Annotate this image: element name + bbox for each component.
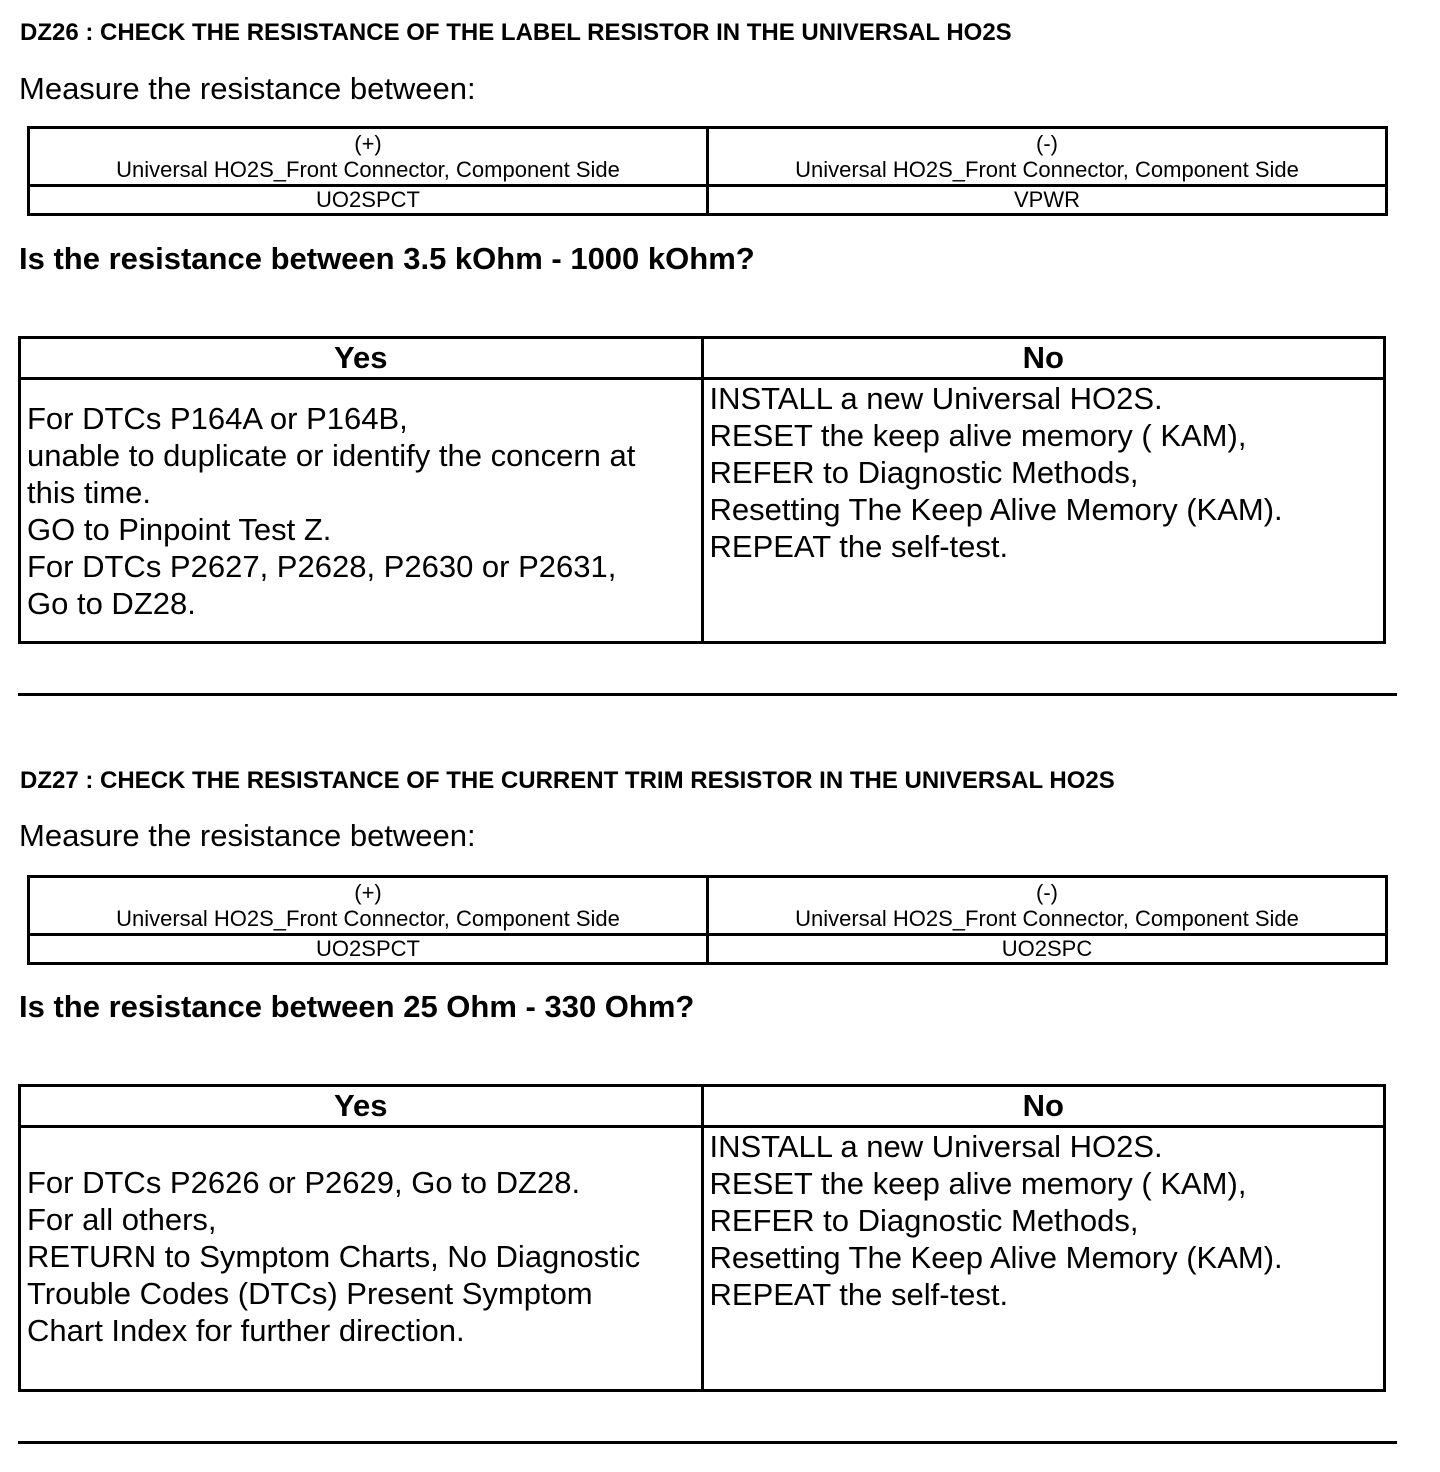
minus-probe-header: [708, 877, 1387, 935]
minus-pin: UO2SPC: [708, 935, 1387, 964]
no-line: REPEAT the self-test.: [709, 1277, 1009, 1312]
yes-action: [20, 1127, 703, 1391]
plus-sign: (+): [354, 879, 382, 905]
pin-table-dz26: [27, 126, 1388, 216]
minus-connector: Universal HO2S_Front Connector, Component Side: [795, 156, 1299, 182]
yes-line: For all others,: [27, 1202, 217, 1237]
minus-connector: Universal HO2S_Front Connector, Component Side: [795, 905, 1299, 931]
no-line: INSTALL a new Universal HO2S.: [709, 381, 1163, 416]
question-dz27: Is the resistance between 25 Ohm - 330 Ohm?: [19, 989, 695, 1024]
yes-line: RETURN to Symptom Charts, No Diagnostic: [27, 1239, 641, 1274]
yes-line: Trouble Codes (DTCs) Present Symptom: [27, 1276, 593, 1311]
measure-instruction-dz27: Measure the resistance between:: [19, 818, 476, 853]
yes-header: Yes: [20, 1086, 703, 1127]
no-header: No: [702, 338, 1385, 379]
yes-line: Go to DZ28.: [27, 585, 196, 621]
minus-sign: (-): [1036, 130, 1058, 156]
step-title-dz27: DZ27 : CHECK THE RESISTANCE OF THE CURRENT TRIM RESISTOR IN THE UNIVERSAL HO2S: [20, 767, 1115, 794]
no-action: [702, 1127, 1385, 1391]
measure-instruction-dz26: Measure the resistance between:: [19, 71, 476, 106]
minus-probe-header: [708, 128, 1387, 186]
plus-connector: Universal HO2S_Front Connector, Component Side: [116, 156, 620, 182]
no-line: RESET the keep alive memory ( KAM),: [709, 418, 1247, 453]
yes-header: Yes: [20, 338, 703, 379]
yes-line: For DTCs P164A or P164B,: [27, 400, 408, 436]
yes-no-table-dz27: [18, 1084, 1386, 1392]
plus-probe-header: [29, 128, 708, 186]
no-line: REFER to Diagnostic Methods,: [709, 455, 1139, 490]
yes-line: unable to duplicate or identify the concern at: [27, 437, 636, 473]
yes-no-table-dz26: [18, 336, 1386, 644]
no-line: Resetting The Keep Alive Memory (KAM).: [709, 1240, 1283, 1275]
yes-line: For DTCs P2626 or P2629, Go to DZ28.: [27, 1165, 581, 1200]
section-divider: [18, 693, 1397, 696]
no-line: INSTALL a new Universal HO2S.: [709, 1129, 1163, 1164]
no-line: REPEAT the self-test.: [709, 529, 1009, 564]
no-line: Resetting The Keep Alive Memory (KAM).: [709, 492, 1283, 527]
no-header: No: [702, 1086, 1385, 1127]
no-line: REFER to Diagnostic Methods,: [709, 1203, 1139, 1238]
plus-pin: UO2SPCT: [29, 186, 708, 215]
yes-action: [20, 379, 703, 643]
plus-sign: (+): [354, 130, 382, 156]
no-line: RESET the keep alive memory ( KAM),: [709, 1166, 1247, 1201]
plus-probe-header: [29, 877, 708, 935]
yes-line: Chart Index for further direction.: [27, 1313, 465, 1348]
question-dz26: Is the resistance between 3.5 kOhm - 1000 kOhm?: [19, 241, 755, 276]
yes-line: GO to Pinpoint Test Z.: [27, 511, 332, 547]
minus-sign: (-): [1036, 879, 1058, 905]
yes-line: this time.: [27, 474, 152, 510]
section-divider: [18, 1441, 1397, 1444]
plus-connector: Universal HO2S_Front Connector, Component Side: [116, 905, 620, 931]
no-action: [702, 379, 1385, 643]
yes-line: For DTCs P2627, P2628, P2630 or P2631,: [27, 548, 617, 584]
minus-pin: VPWR: [708, 186, 1387, 215]
step-title-dz26: DZ26 : CHECK THE RESISTANCE OF THE LABEL RESISTOR IN THE UNIVERSAL HO2S: [20, 19, 1012, 46]
pin-table-dz27: [27, 875, 1388, 965]
plus-pin: UO2SPCT: [29, 935, 708, 964]
